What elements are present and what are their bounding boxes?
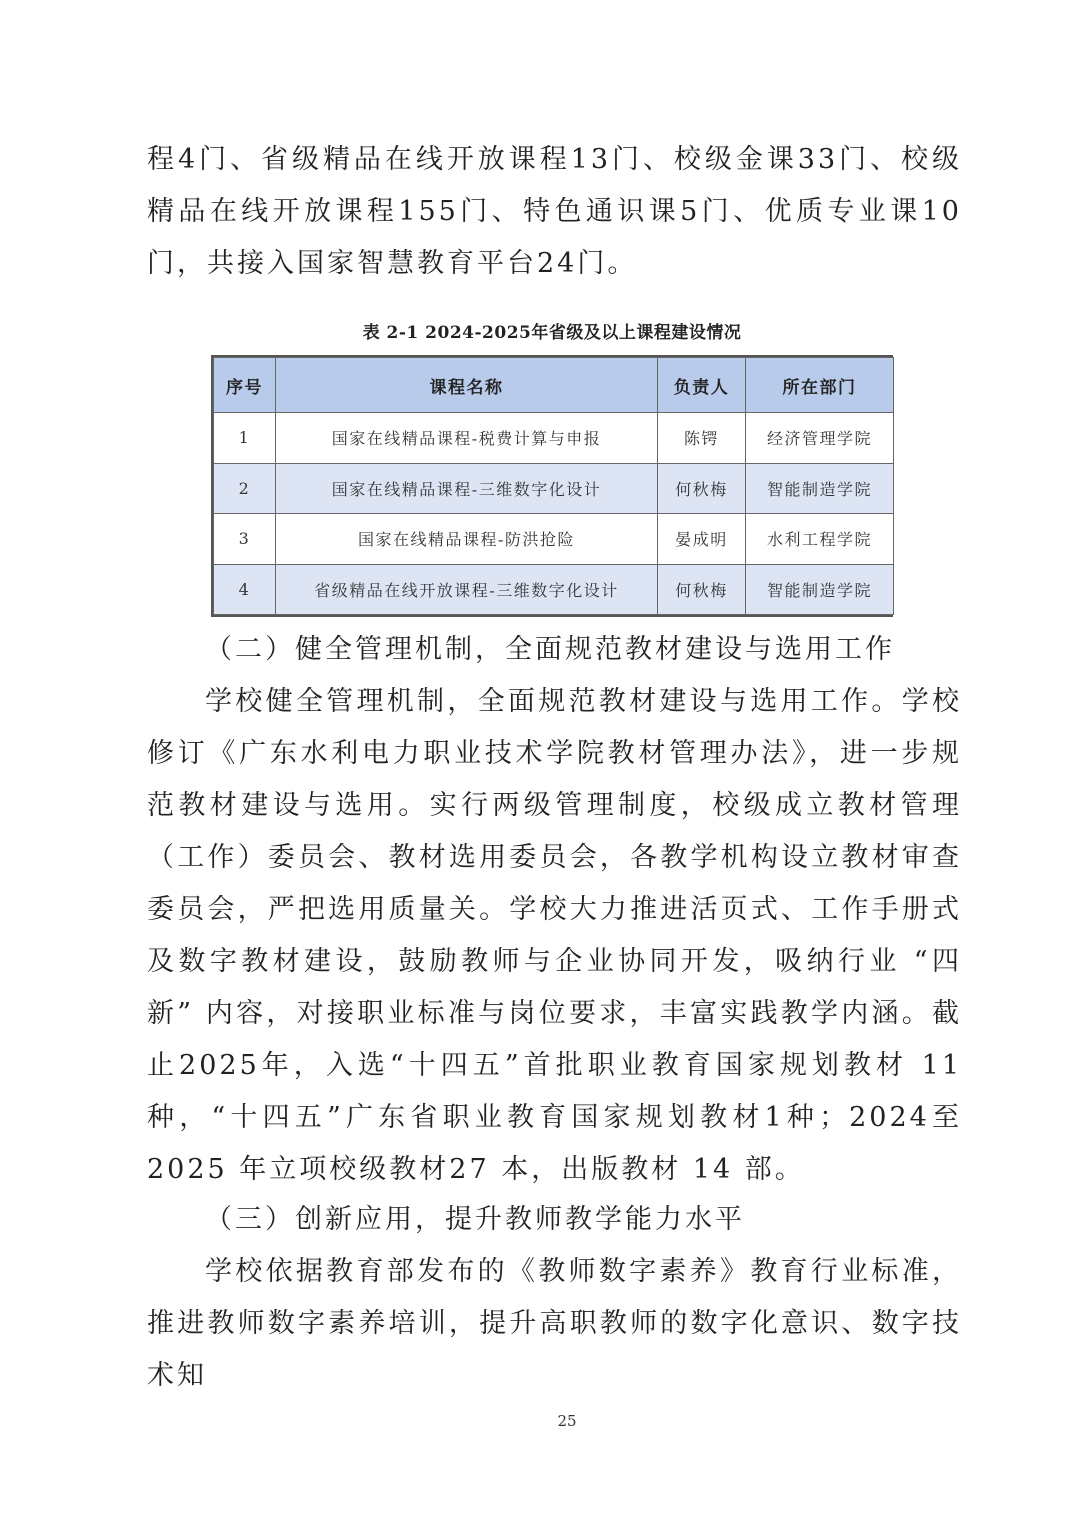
cell-dept: 智能制造学院 xyxy=(746,463,894,514)
table-row xyxy=(214,514,894,565)
cell-course: 国家在线精品课程-防洪抢险 xyxy=(276,514,658,565)
body-paragraph-1: 程4门、省级精品在线开放课程13门、校级金课33门、校级精品在线开放课程155门、特色通识课5门、优质专业课10门，共接入国家智慧教育平台24门。 xyxy=(147,144,962,279)
table-header-row xyxy=(214,358,894,413)
cell-no: 4 xyxy=(214,564,276,615)
cell-course: 省级精品在线开放课程-三维数字化设计 xyxy=(276,564,658,615)
course-table xyxy=(211,355,893,617)
cell-dept: 智能制造学院 xyxy=(746,564,894,615)
cell-lead: 陈锷 xyxy=(658,413,746,464)
table-row xyxy=(214,564,894,615)
header-dept: 所在部门 xyxy=(746,358,894,413)
cell-lead: 何秋梅 xyxy=(658,463,746,514)
section-heading-3: （三）创新应用，提升教师教学能力水平 xyxy=(205,1204,745,1235)
cell-no: 1 xyxy=(214,413,276,464)
table-caption: 表 2-1 2024-2025年省级及以上课程建设情况 xyxy=(362,323,742,343)
cell-dept: 水利工程学院 xyxy=(746,514,894,565)
body-paragraph-3: 学校依据教育部发布的《教师数字素养》教育行业标准，推进教师数字素养培训，提升高职教师的数字化意识、数字技术知 xyxy=(147,1256,962,1391)
header-lead: 负责人 xyxy=(658,358,746,413)
body-paragraph-2: 学校健全管理机制，全面规范教材建设与选用工作。学校修订《广东水利电力职业技术学院教材管理办法》，进一步规范教材建设与选用。实行两级管理制度，校级成立教材管理（工作）委员会、教材选用委员会，各教学机构设立教材审查委员会，严把选用质量关。学校大力推进活页式、工作手册式及数字教材建设，鼓励教师与企业协同开发，吸纳行业 “四新” 内容，对接职业标准与岗位要求，丰富实践教学内涵。截止2025年，入选“十四五”首批职业教育国家规划教材 11 种，“十四五”广东省职业教育国家规划教材1种；2024至2025 年立项校级教材27 本，出版教材 14 部。 xyxy=(147,686,962,1185)
page-number: 25 xyxy=(557,1412,577,1430)
table-row xyxy=(214,463,894,514)
cell-no: 2 xyxy=(214,463,276,514)
cell-lead: 晏成明 xyxy=(658,514,746,565)
header-no: 序号 xyxy=(214,358,276,413)
cell-dept: 经济管理学院 xyxy=(746,413,894,464)
table-row xyxy=(214,413,894,464)
cell-lead: 何秋梅 xyxy=(658,564,746,615)
section-heading-2: （二）健全管理机制，全面规范教材建设与选用工作 xyxy=(205,634,895,665)
cell-course: 国家在线精品课程-税费计算与申报 xyxy=(276,413,658,464)
cell-no: 3 xyxy=(214,514,276,565)
header-course: 课程名称 xyxy=(276,358,658,413)
cell-course: 国家在线精品课程-三维数字化设计 xyxy=(276,463,658,514)
